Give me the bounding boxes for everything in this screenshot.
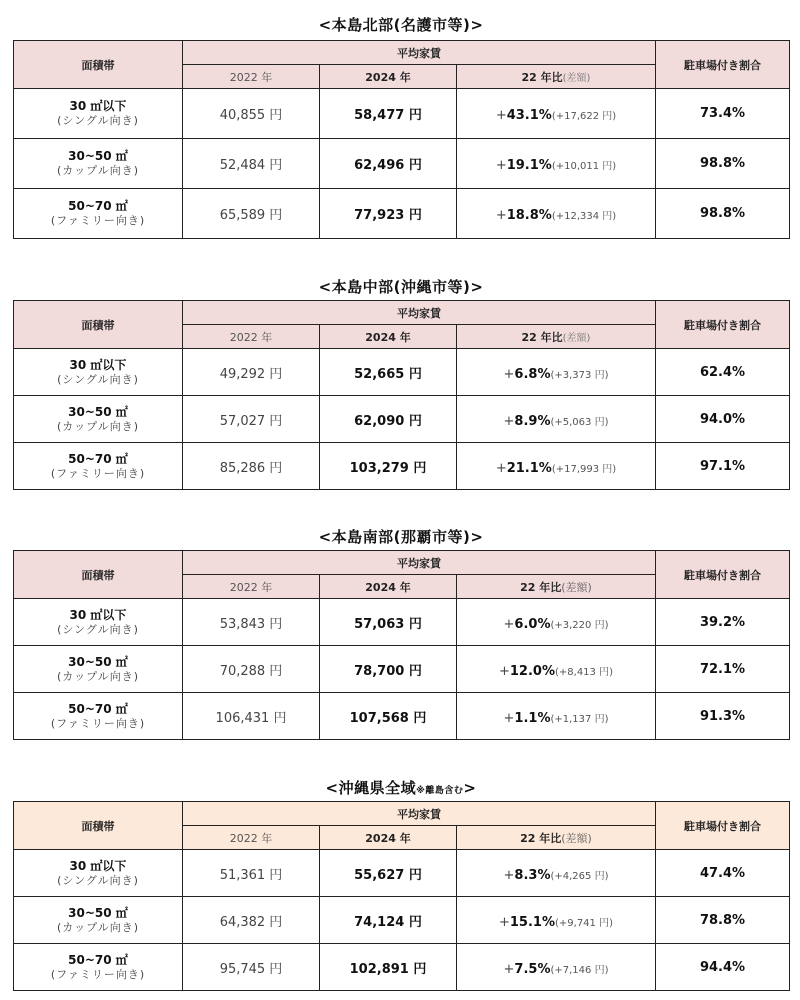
section-title bbox=[13, 777, 789, 798]
area-label: 30~50 ㎡ bbox=[68, 149, 128, 164]
header-change-note: (差額) bbox=[562, 72, 591, 84]
table-row bbox=[14, 897, 790, 944]
change-diff: (+3,220 円) bbox=[550, 619, 609, 631]
rent-2022: 85,286 円 bbox=[183, 443, 320, 490]
change-cell bbox=[457, 89, 656, 139]
change-pct: 18.8% bbox=[506, 208, 552, 223]
change-diff: (+1,137 円) bbox=[550, 713, 609, 725]
header-2024: 2024 年 bbox=[320, 575, 457, 599]
change-sign: + bbox=[498, 663, 510, 679]
header-area: 面積帯 bbox=[14, 301, 183, 349]
table-row bbox=[14, 349, 790, 396]
rent-2024: 102,891 円 bbox=[320, 944, 457, 991]
change-sign: + bbox=[503, 413, 515, 429]
area-label: 30~50 ㎡ bbox=[68, 905, 128, 920]
change-diff: (+4,265 円) bbox=[550, 870, 609, 882]
area-type: (シングル向き) bbox=[57, 873, 139, 887]
area-label: 50~70 ㎡ bbox=[68, 701, 128, 716]
area-cell bbox=[14, 850, 183, 897]
rent-2024: 77,923 円 bbox=[320, 189, 457, 239]
header-change bbox=[457, 325, 656, 349]
rent-table bbox=[13, 40, 790, 239]
change-sign: + bbox=[495, 108, 507, 123]
header-parking: 駐車場付き割合 bbox=[656, 301, 790, 349]
rent-2022: 106,431 円 bbox=[183, 693, 320, 740]
header-2024: 2024 年 bbox=[320, 65, 457, 89]
change-diff: (+5,063 円) bbox=[550, 416, 609, 428]
area-cell bbox=[14, 944, 183, 991]
table-row bbox=[14, 396, 790, 443]
table-row bbox=[14, 443, 790, 490]
change-sign: + bbox=[495, 460, 507, 476]
table-row bbox=[14, 646, 790, 693]
area-type: (カップル向き) bbox=[56, 920, 140, 934]
section-title-text: <本島中部(沖縄市等)> bbox=[318, 278, 484, 296]
header-change-note: (差額) bbox=[562, 332, 591, 344]
rent-2022: 40,855 円 bbox=[183, 89, 320, 139]
parking-ratio: 91.3% bbox=[656, 693, 790, 740]
change-diff: (+8,413 円) bbox=[555, 666, 613, 678]
section-title-text: <沖縄県全域 bbox=[325, 779, 417, 797]
area-label: 50~70 ㎡ bbox=[68, 199, 128, 214]
change-pct: 12.0% bbox=[509, 663, 555, 679]
area-cell bbox=[14, 139, 183, 189]
area-label: 30~50 ㎡ bbox=[68, 404, 128, 419]
rent-2024: 58,477 円 bbox=[320, 89, 457, 139]
section-title-text: <本島南部(那覇市等)> bbox=[318, 528, 484, 546]
area-type: (ファミリー向き) bbox=[50, 466, 146, 480]
change-cell bbox=[457, 944, 656, 991]
area-type: (ファミリー向き) bbox=[50, 214, 146, 228]
change-cell bbox=[457, 646, 656, 693]
rent-2024: 103,279 円 bbox=[320, 443, 457, 490]
header-avg-rent: 平均家賃 bbox=[183, 802, 656, 826]
area-label: 30 ㎡以下 bbox=[69, 858, 127, 873]
rent-2024: 107,568 円 bbox=[320, 693, 457, 740]
area-type: (ファミリー向き) bbox=[50, 716, 146, 730]
change-diff: (+12,334 円) bbox=[551, 211, 617, 222]
rent-2022: 95,745 円 bbox=[183, 944, 320, 991]
change-diff: (+17,622 円) bbox=[551, 111, 617, 122]
parking-ratio: 39.2% bbox=[656, 599, 790, 646]
header-area: 面積帯 bbox=[14, 551, 183, 599]
header-avg-rent: 平均家賃 bbox=[183, 551, 656, 575]
rent-2022: 70,288 円 bbox=[183, 646, 320, 693]
change-pct: 15.1% bbox=[509, 914, 555, 930]
change-diff: (+7,146 円) bbox=[550, 964, 609, 976]
table-row bbox=[14, 693, 790, 740]
change-cell bbox=[457, 599, 656, 646]
change-pct: 21.1% bbox=[506, 460, 552, 476]
change-sign: + bbox=[503, 710, 515, 726]
area-label: 30 ㎡以下 bbox=[69, 99, 127, 114]
header-parking: 駐車場付き割合 bbox=[656, 551, 790, 599]
change-diff: (+3,373 円) bbox=[550, 369, 609, 381]
header-2024: 2024 年 bbox=[320, 325, 457, 349]
change-cell bbox=[457, 349, 656, 396]
change-sign: + bbox=[503, 867, 515, 883]
table-row bbox=[14, 850, 790, 897]
area-label: 30~50 ㎡ bbox=[68, 654, 128, 669]
change-pct: 8.9% bbox=[514, 413, 551, 429]
rent-2024: 74,124 円 bbox=[320, 897, 457, 944]
header-change bbox=[457, 65, 656, 89]
area-cell bbox=[14, 189, 183, 239]
parking-ratio: 98.8% bbox=[656, 189, 790, 239]
rent-2024: 55,627 円 bbox=[320, 850, 457, 897]
change-pct: 7.5% bbox=[514, 961, 551, 977]
area-label: 50~70 ㎡ bbox=[68, 451, 128, 466]
change-pct: 8.3% bbox=[514, 867, 551, 883]
section-title-note: ※離島含む bbox=[416, 786, 464, 796]
header-2022: 2022 年 bbox=[183, 325, 320, 349]
change-sign: + bbox=[495, 158, 507, 173]
area-type: (カップル向き) bbox=[56, 419, 140, 433]
change-cell bbox=[457, 850, 656, 897]
table-row bbox=[14, 189, 790, 239]
change-cell bbox=[457, 443, 656, 490]
rent-2022: 65,589 円 bbox=[183, 189, 320, 239]
area-type: (シングル向き) bbox=[57, 372, 139, 386]
parking-ratio: 94.0% bbox=[656, 396, 790, 443]
parking-ratio: 97.1% bbox=[656, 443, 790, 490]
rent-2024: 62,090 円 bbox=[320, 396, 457, 443]
rent-2022: 57,027 円 bbox=[183, 396, 320, 443]
area-cell bbox=[14, 646, 183, 693]
parking-ratio: 94.4% bbox=[656, 944, 790, 991]
change-sign: + bbox=[495, 208, 507, 223]
header-2024: 2024 年 bbox=[320, 826, 457, 850]
rent-2024: 62,496 円 bbox=[320, 139, 457, 189]
table-row bbox=[14, 89, 790, 139]
section-title-end: > bbox=[463, 779, 477, 797]
header-change-label: 22 年比 bbox=[521, 330, 563, 344]
header-area: 面積帯 bbox=[14, 802, 183, 850]
header-change bbox=[457, 826, 656, 850]
change-pct: 43.1% bbox=[506, 108, 552, 123]
rent-2022: 53,843 円 bbox=[183, 599, 320, 646]
change-diff: (+9,741 円) bbox=[555, 917, 613, 929]
header-avg-rent: 平均家賃 bbox=[183, 41, 656, 65]
change-cell bbox=[457, 139, 656, 189]
rent-table bbox=[13, 300, 790, 490]
area-cell bbox=[14, 897, 183, 944]
rent-2024: 52,665 円 bbox=[320, 349, 457, 396]
section-title-text: <本島北部(名護市等)> bbox=[318, 16, 484, 34]
parking-ratio: 73.4% bbox=[656, 89, 790, 139]
change-diff: (+17,993 円) bbox=[551, 463, 617, 475]
section-title bbox=[13, 14, 789, 35]
header-change-label: 22 年比 bbox=[520, 831, 562, 845]
area-label: 30 ㎡以下 bbox=[69, 357, 127, 372]
area-cell bbox=[14, 599, 183, 646]
change-cell bbox=[457, 693, 656, 740]
area-cell bbox=[14, 693, 183, 740]
section-title bbox=[13, 276, 789, 297]
change-sign: + bbox=[503, 961, 515, 977]
rent-2022: 49,292 円 bbox=[183, 349, 320, 396]
table-row bbox=[14, 599, 790, 646]
table-row bbox=[14, 944, 790, 991]
area-cell bbox=[14, 443, 183, 490]
change-cell bbox=[457, 897, 656, 944]
header-avg-rent: 平均家賃 bbox=[183, 301, 656, 325]
header-change bbox=[457, 575, 656, 599]
change-cell bbox=[457, 396, 656, 443]
table-row bbox=[14, 139, 790, 189]
area-cell bbox=[14, 89, 183, 139]
change-pct: 19.1% bbox=[506, 158, 552, 173]
area-type: (シングル向き) bbox=[57, 114, 139, 128]
header-parking: 駐車場付き割合 bbox=[656, 802, 790, 850]
rent-2024: 57,063 円 bbox=[320, 599, 457, 646]
header-2022: 2022 年 bbox=[183, 826, 320, 850]
change-sign: + bbox=[498, 914, 510, 930]
change-pct: 6.0% bbox=[514, 616, 551, 632]
parking-ratio: 98.8% bbox=[656, 139, 790, 189]
area-label: 30 ㎡以下 bbox=[69, 607, 127, 622]
rent-table bbox=[13, 550, 790, 740]
header-change-note: (差額) bbox=[561, 580, 592, 594]
parking-ratio: 47.4% bbox=[656, 850, 790, 897]
area-cell bbox=[14, 396, 183, 443]
area-type: (ファミリー向き) bbox=[50, 967, 146, 981]
rent-table bbox=[13, 801, 790, 991]
change-diff: (+10,011 円) bbox=[551, 161, 617, 172]
section-title bbox=[13, 526, 789, 547]
change-sign: + bbox=[503, 366, 515, 382]
change-sign: + bbox=[503, 616, 515, 632]
area-label: 50~70 ㎡ bbox=[68, 952, 128, 967]
header-2022: 2022 年 bbox=[183, 65, 320, 89]
header-area: 面積帯 bbox=[14, 41, 183, 89]
change-cell bbox=[457, 189, 656, 239]
header-change-label: 22 年比 bbox=[520, 580, 562, 594]
rent-2022: 64,382 円 bbox=[183, 897, 320, 944]
area-type: (シングル向き) bbox=[57, 622, 139, 636]
area-type: (カップル向き) bbox=[56, 669, 140, 683]
rent-2024: 78,700 円 bbox=[320, 646, 457, 693]
header-change-label: 22 年比 bbox=[521, 70, 563, 84]
header-parking: 駐車場付き割合 bbox=[656, 41, 790, 89]
parking-ratio: 72.1% bbox=[656, 646, 790, 693]
parking-ratio: 62.4% bbox=[656, 349, 790, 396]
change-pct: 6.8% bbox=[514, 366, 551, 382]
change-pct: 1.1% bbox=[514, 710, 551, 726]
header-change-note: (差額) bbox=[561, 831, 592, 845]
area-type: (カップル向き) bbox=[56, 164, 140, 178]
rent-2022: 52,484 円 bbox=[183, 139, 320, 189]
area-cell bbox=[14, 349, 183, 396]
rent-2022: 51,361 円 bbox=[183, 850, 320, 897]
header-2022: 2022 年 bbox=[183, 575, 320, 599]
parking-ratio: 78.8% bbox=[656, 897, 790, 944]
